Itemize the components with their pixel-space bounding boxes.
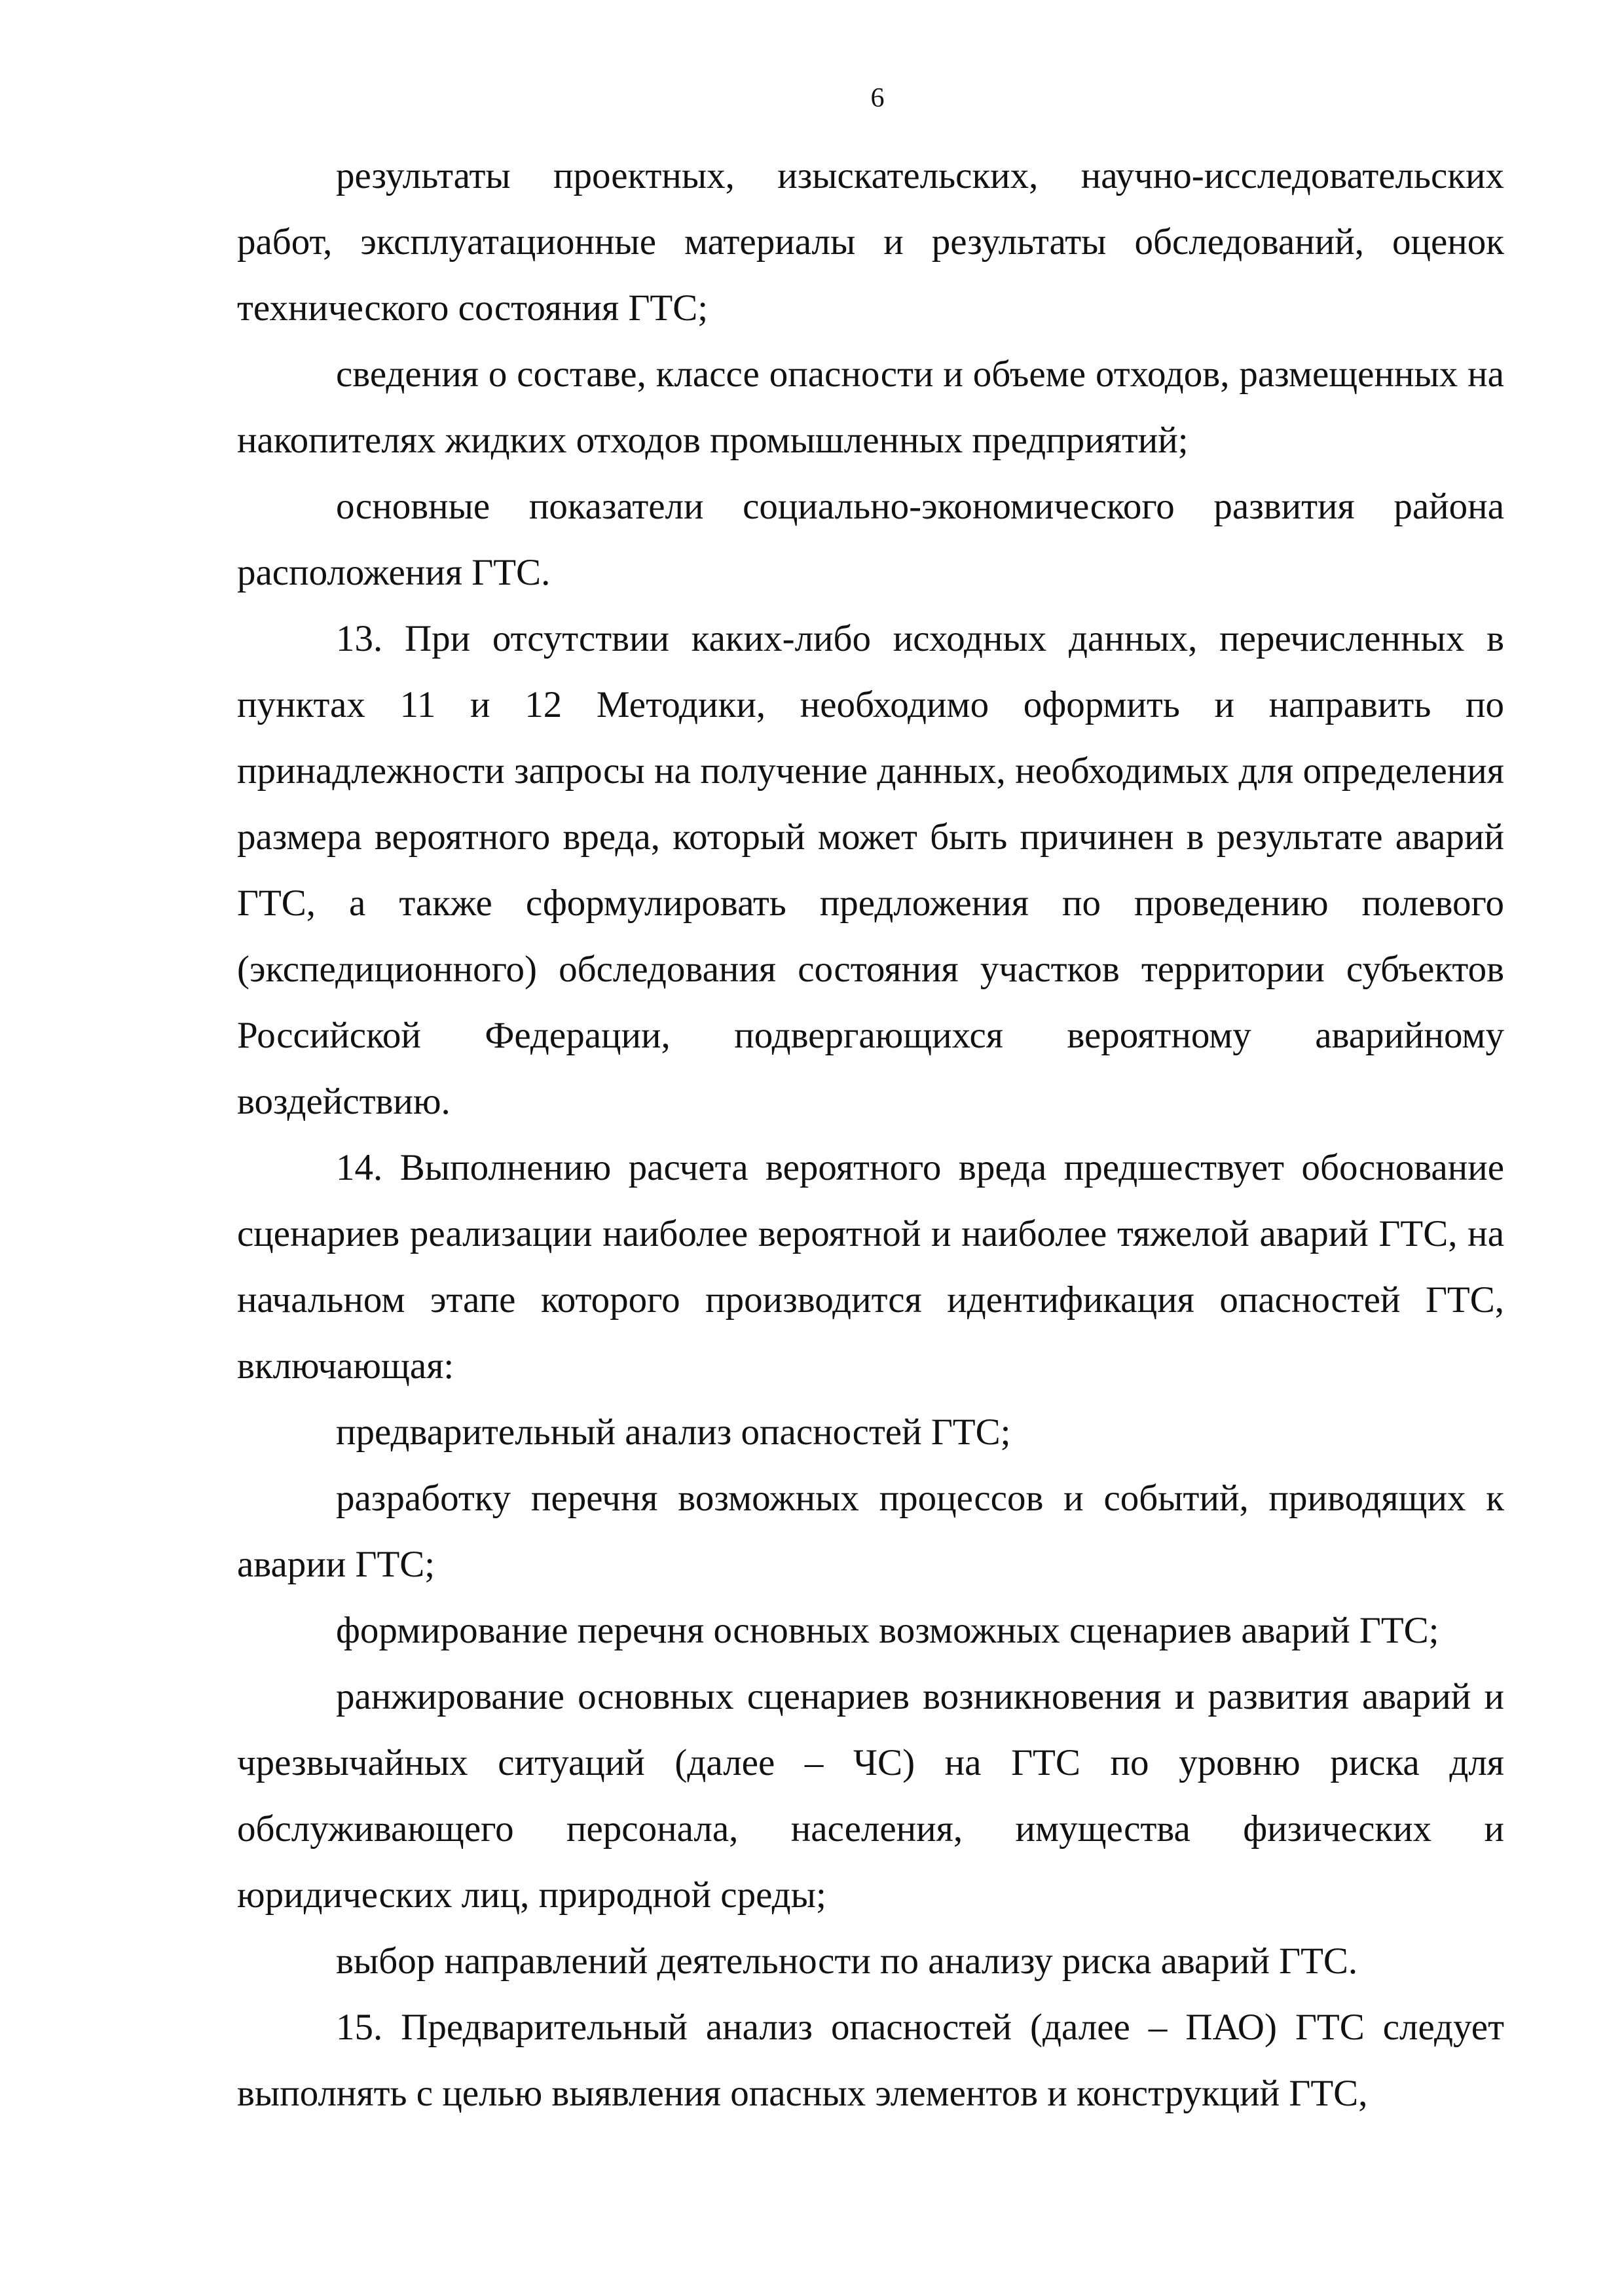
paragraph-item-15: 15. Предварительный анализ опасностей (далее – ПАО) ГТС следует выполнять с целью выявления опасных элементов и конструкций ГТС, [237, 2007, 1504, 2114]
list-item-process-list: разработку перечня возможных процессов и событий, приводящих к аварии ГТС; [237, 1478, 1504, 1585]
paragraph-item-14: 14. Выполнению расчета вероятного вреда предшествует обоснование сценариев реализации наиболее вероятной и наиболее тяжелой аварий ГТС, на начальном этапе которого производится идентификация опасностей ГТС, включающая: [237, 1147, 1504, 1387]
list-item-risk-directions: выбор направлений деятельности по анализу риска аварий ГТС. [336, 1941, 1358, 1982]
list-item-scenario-ranking: ранжирование основных сценариев возникновения и развития аварий и чрезвычайных ситуаций (далее – ЧС) на ГТС по уровню риска для обслуживающего персонала, населения, имущества физических и юридических лиц, природной среды; [237, 1676, 1504, 1916]
page-number: 6 [870, 83, 885, 113]
list-item-scenario-list: формирование перечня основных возможных сценариев аварий ГТС; [336, 1610, 1439, 1651]
paragraph-research-results: результаты проектных, изыскательских, научно-исследовательских работ, эксплуатационные материалы и результаты обследований, оценок технического состояния ГТС; [237, 155, 1504, 329]
list-item-preliminary-analysis: предварительный анализ опасностей ГТС; [336, 1412, 1011, 1453]
document-body [237, 143, 1504, 2126]
paragraph-item-13: 13. При отсутствии каких-либо исходных данных, перечисленных в пунктах 11 и 12 Методики, необходимо оформить и направить по принадлежности запросы на получение данных, необходимых для определения размера вероятного вреда, который может быть причинен в результате аварий ГТС, а также сформулировать предложения по проведению полевого (экспедиционного) обследования состояния участков территории субъектов Российской Федерации, подвергающихся вероятному аварийному воздействию. [237, 618, 1504, 1122]
paragraph-socioeconomic-indicators: основные показатели социально-экономического развития района расположения ГТС. [237, 486, 1504, 593]
paragraph-waste-info: сведения о составе, классе опасности и объеме отходов, размещенных на накопителях жидких отходов промышленных предприятий; [237, 354, 1504, 461]
